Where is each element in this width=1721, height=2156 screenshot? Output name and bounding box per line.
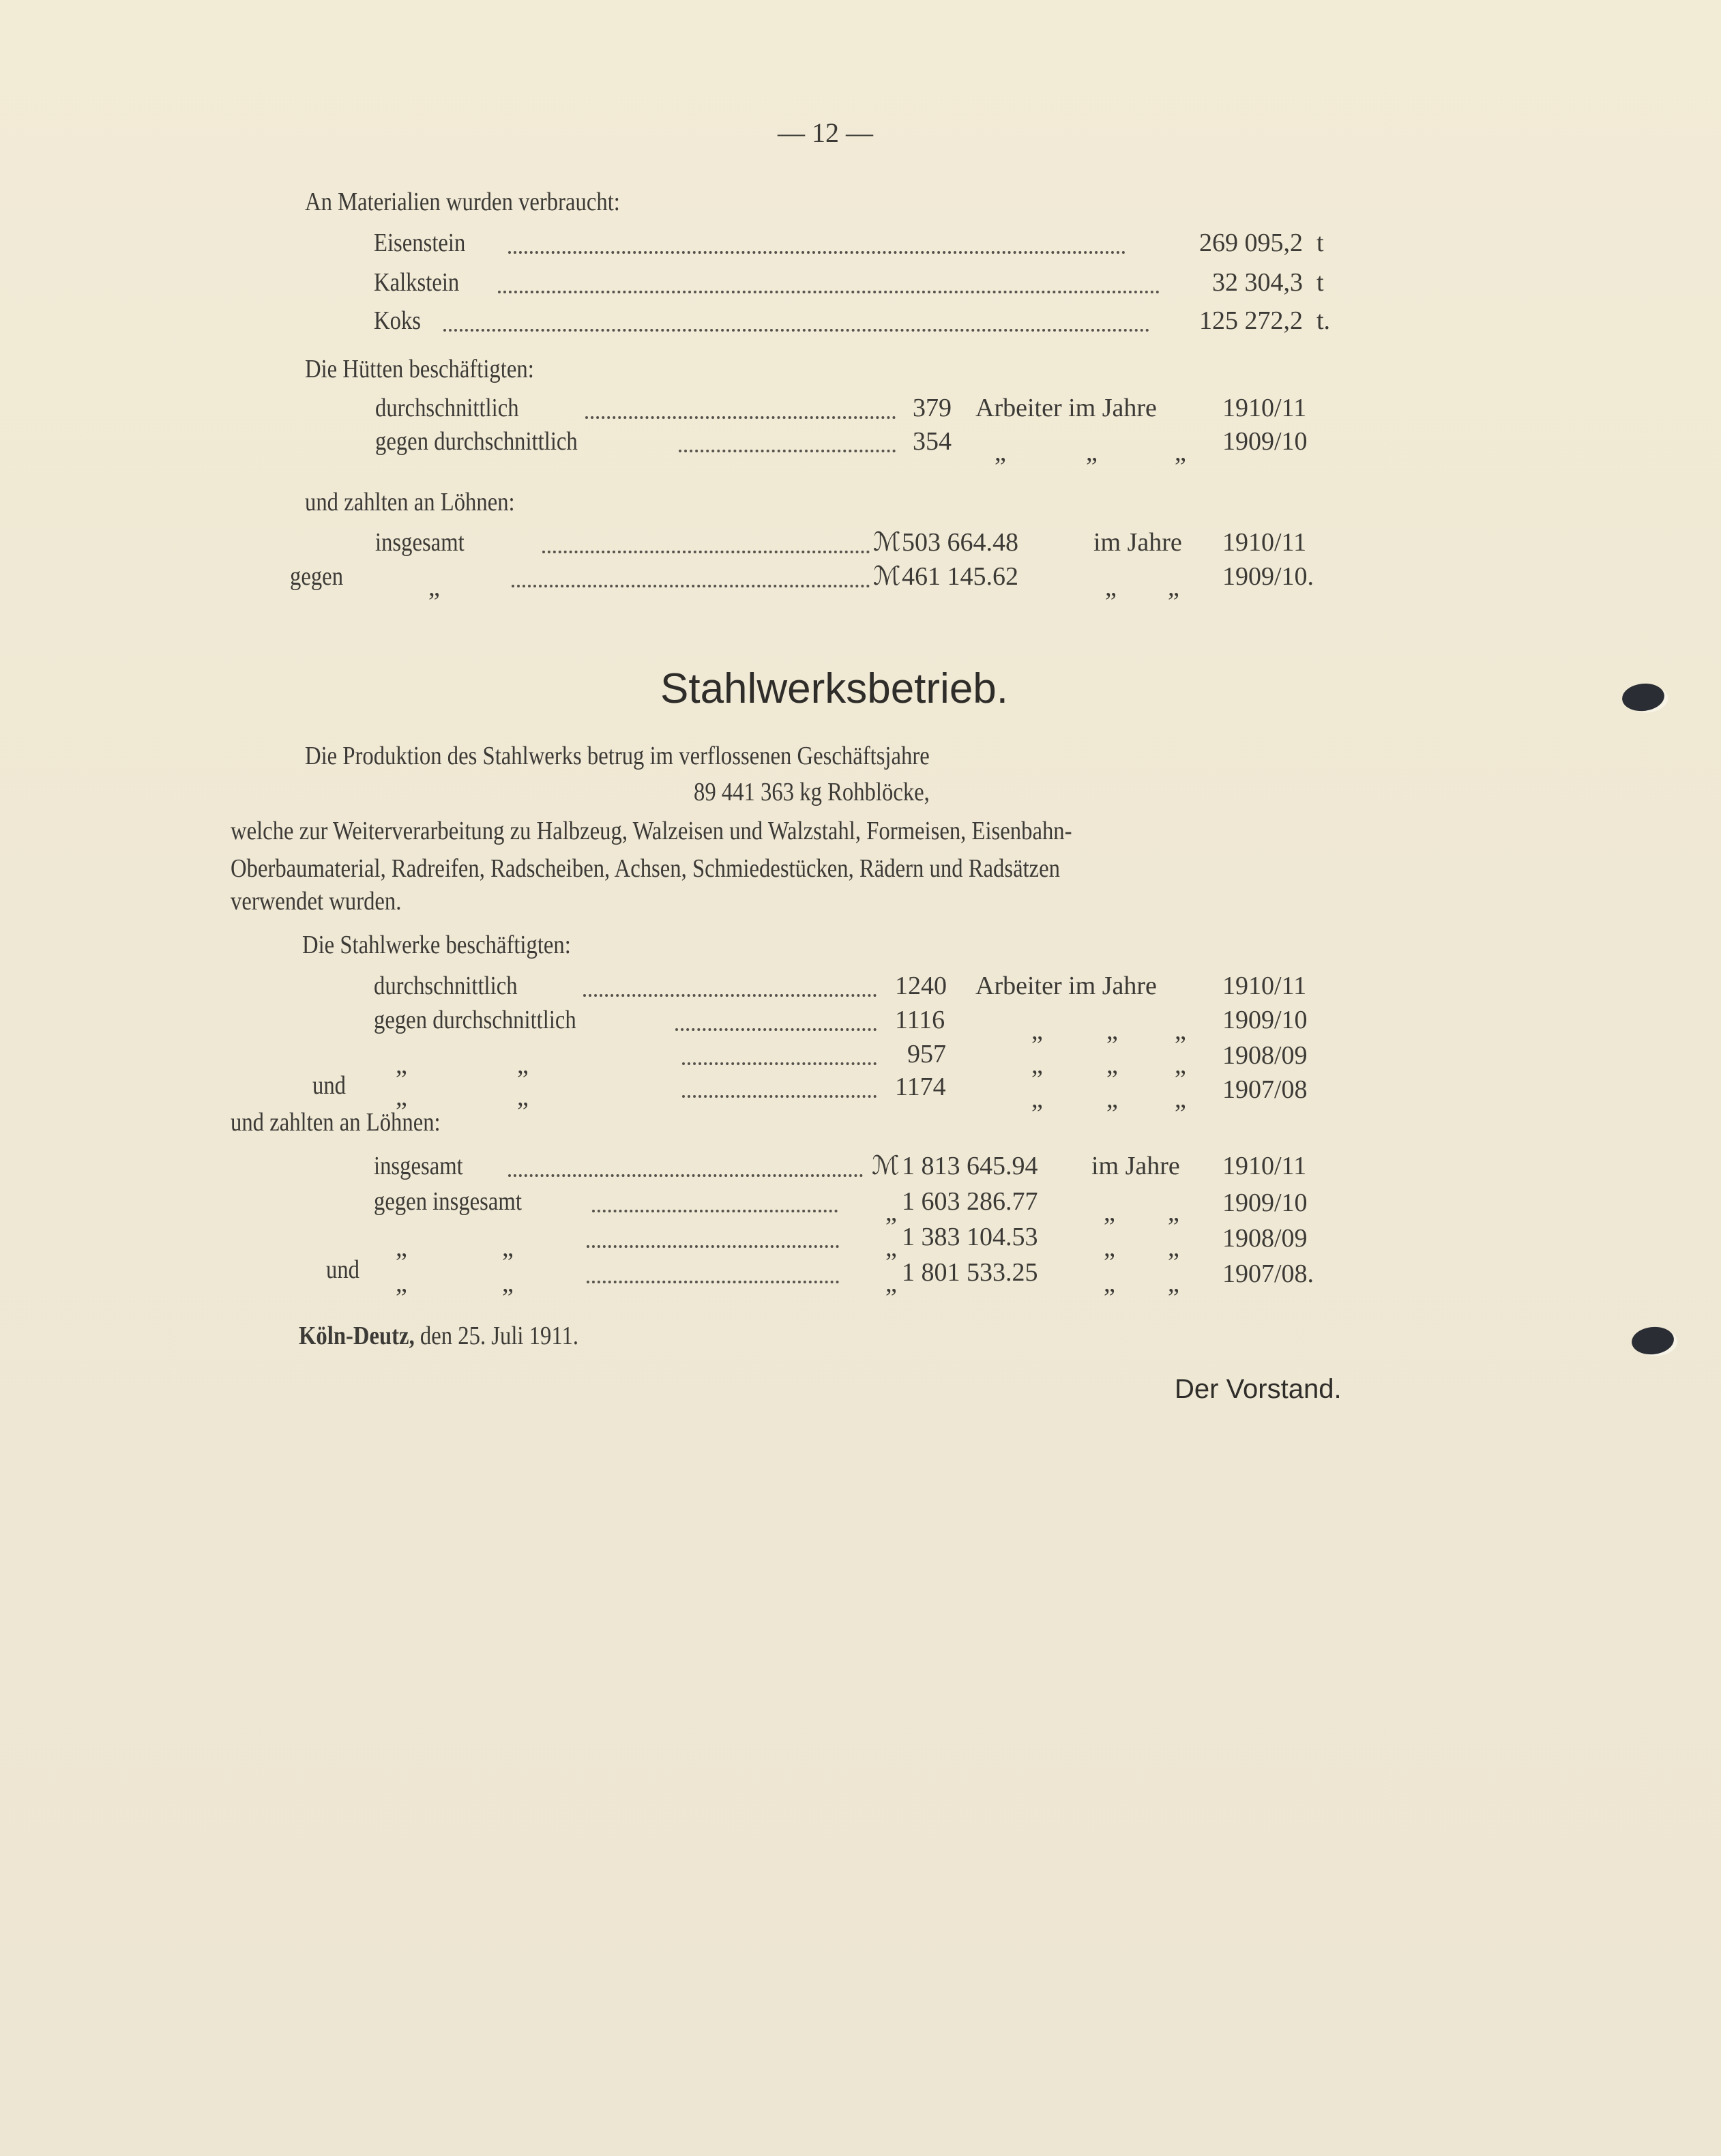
- ditto-mark: „: [1168, 573, 1179, 602]
- row-label: insgesamt: [375, 528, 465, 557]
- row-year: 1908/09: [1222, 1224, 1308, 1253]
- material-unit: t: [1317, 268, 1324, 297]
- material-unit: t.: [1317, 306, 1331, 335]
- leader-dots: [587, 1275, 839, 1283]
- row-label: gegen durchschnittlich: [375, 427, 578, 456]
- row-year: 1909/10: [1222, 1189, 1308, 1217]
- workers-value: 957: [907, 1040, 946, 1068]
- row-label: gegen insgesamt: [374, 1187, 522, 1216]
- ditto-mark: „: [1104, 1269, 1115, 1298]
- leader-dots: [682, 1057, 877, 1065]
- closing-line: [299, 1320, 578, 1352]
- ditto-mark: „: [1106, 1017, 1118, 1045]
- workers-value: 1116: [895, 1006, 945, 1034]
- ditto-mark: „: [1168, 1269, 1179, 1298]
- place-name: Köln-Deutz,: [299, 1322, 415, 1350]
- ditto-mark: „: [517, 1083, 529, 1111]
- ditto-mark: „: [995, 438, 1006, 467]
- leader-dots: [592, 1204, 838, 1212]
- ditto-mark: „: [396, 1083, 407, 1111]
- workers-value: 1174: [895, 1073, 946, 1101]
- wages-value: 461 145.62: [902, 562, 1018, 591]
- leader-dots: [508, 246, 1126, 254]
- ditto-mark: „: [885, 1234, 897, 1262]
- row-year: 1909/10: [1222, 1006, 1308, 1034]
- punch-hole: [1621, 682, 1666, 713]
- paragraph-line: Die Produktion des Stahlwerks betrug im verflossenen Geschäftsjahre: [305, 742, 930, 770]
- leader-dots: [542, 545, 870, 553]
- material-value: 32 304,3: [1212, 268, 1303, 297]
- workers-value: 379: [913, 394, 952, 422]
- ditto-mark: „: [1168, 1234, 1179, 1262]
- row-prefix: und: [312, 1071, 347, 1100]
- material-label: Koks: [374, 306, 422, 335]
- leader-dots: [675, 1023, 877, 1031]
- row-year: 1909/10: [1222, 427, 1308, 456]
- ditto-mark: „: [396, 1269, 407, 1298]
- paragraph-line: Oberbaumaterial, Radreifen, Radscheiben, Achsen, Schmiedestücken, Rädern und Radsätzen: [231, 854, 1061, 883]
- row-year: 1910/11: [1222, 394, 1307, 422]
- row-label: durchschnittlich: [374, 972, 518, 1000]
- leader-dots: [498, 285, 1160, 293]
- workers-value: 354: [913, 427, 952, 456]
- row-year: 1907/08.: [1222, 1259, 1314, 1288]
- ditto-mark: „: [396, 1234, 407, 1262]
- row-suffix: Arbeiter im Jahre: [975, 394, 1157, 422]
- paragraph-line: welche zur Weiterverarbeitung zu Halbzeug, Walzeisen und Walzstahl, Formeisen, Eisenbahn-: [231, 817, 1072, 845]
- wages-value: 503 664.48: [902, 528, 1018, 557]
- steel-wages-intro: und zahlten an Löhnen:: [231, 1108, 441, 1137]
- ditto-mark: „: [517, 1051, 529, 1079]
- ditto-mark: „: [1168, 1198, 1179, 1227]
- ditto-mark: „: [1104, 1198, 1115, 1227]
- ditto-mark: „: [1031, 1017, 1043, 1045]
- row-label: gegen durchschnittlich: [374, 1006, 576, 1034]
- row-suffix: Arbeiter im Jahre: [975, 972, 1157, 1000]
- workers-value: 1240: [895, 972, 947, 1000]
- leader-dots: [508, 1169, 863, 1177]
- punch-hole: [1630, 1325, 1675, 1356]
- leader-dots: [512, 579, 870, 587]
- material-value: 269 095,2: [1199, 229, 1303, 257]
- ditto-mark: „: [1086, 438, 1098, 467]
- material-label: Eisenstein: [374, 229, 466, 257]
- leader-dots: [585, 411, 896, 419]
- ditto-mark: „: [1105, 573, 1117, 602]
- currency-mark: ℳ: [873, 562, 901, 591]
- ditto-mark: „: [1175, 1051, 1186, 1079]
- production-value: 89 441 363 kg Rohblöcke,: [694, 778, 930, 806]
- huetten-wages-intro: und zahlten an Löhnen:: [305, 488, 515, 516]
- ditto-mark: „: [1031, 1085, 1043, 1113]
- material-label: Kalkstein: [374, 268, 460, 297]
- paragraph-line: verwendet wurden.: [231, 887, 402, 916]
- ditto-mark: „: [396, 1051, 407, 1079]
- currency-mark: ℳ: [873, 528, 901, 557]
- row-year: 1910/11: [1222, 528, 1307, 557]
- material-value: 125 272,2: [1199, 306, 1303, 335]
- ditto-mark: „: [1106, 1051, 1118, 1079]
- wages-value: 1 813 645.94: [902, 1152, 1038, 1180]
- leader-dots: [583, 989, 877, 997]
- steel-workers-intro: Die Stahlwerke beschäftigten:: [302, 931, 571, 959]
- wages-value: 1 603 286.77: [902, 1187, 1038, 1216]
- wages-value: 1 383 104.53: [902, 1223, 1038, 1251]
- ditto-mark: „: [1175, 1017, 1186, 1045]
- leader-dots: [682, 1090, 877, 1098]
- ditto-mark: „: [885, 1198, 897, 1227]
- row-prefix: gegen: [290, 562, 344, 591]
- row-year: 1909/10.: [1222, 562, 1314, 591]
- date-text: den 25. Juli 1911.: [420, 1322, 578, 1350]
- ditto-mark: „: [1175, 1085, 1186, 1113]
- material-unit: t: [1317, 229, 1324, 257]
- row-suffix: im Jahre: [1093, 528, 1182, 557]
- leader-dots: [587, 1240, 839, 1248]
- leader-dots: [443, 323, 1149, 332]
- ditto-mark: „: [1031, 1051, 1043, 1079]
- row-year: 1910/11: [1222, 1152, 1307, 1180]
- materials-intro: An Materialien wurden verbraucht:: [305, 188, 620, 216]
- leader-dots: [679, 444, 896, 452]
- page-number: — 12 —: [778, 117, 873, 148]
- ditto-mark: „: [502, 1269, 514, 1298]
- ditto-mark: „: [502, 1234, 514, 1262]
- row-year: 1908/09: [1222, 1041, 1308, 1070]
- currency-mark: ℳ: [872, 1152, 900, 1180]
- section-heading: Stahlwerksbetrieb.: [660, 665, 1009, 712]
- ditto-mark: „: [1106, 1085, 1118, 1113]
- ditto-mark: „: [428, 573, 440, 602]
- row-year: 1910/11: [1222, 972, 1307, 1000]
- wages-value: 1 801 533.25: [902, 1258, 1038, 1287]
- ditto-mark: „: [885, 1269, 897, 1298]
- row-year: 1907/08: [1222, 1075, 1308, 1104]
- ditto-mark: „: [1104, 1234, 1115, 1262]
- row-label: durchschnittlich: [375, 394, 519, 422]
- row-label: insgesamt: [374, 1152, 463, 1180]
- row-suffix: im Jahre: [1091, 1152, 1180, 1180]
- signature: Der Vorstand.: [1175, 1374, 1342, 1404]
- row-prefix: und: [326, 1255, 360, 1284]
- huetten-workers-intro: Die Hütten beschäftigten:: [305, 355, 534, 383]
- ditto-mark: „: [1175, 438, 1186, 467]
